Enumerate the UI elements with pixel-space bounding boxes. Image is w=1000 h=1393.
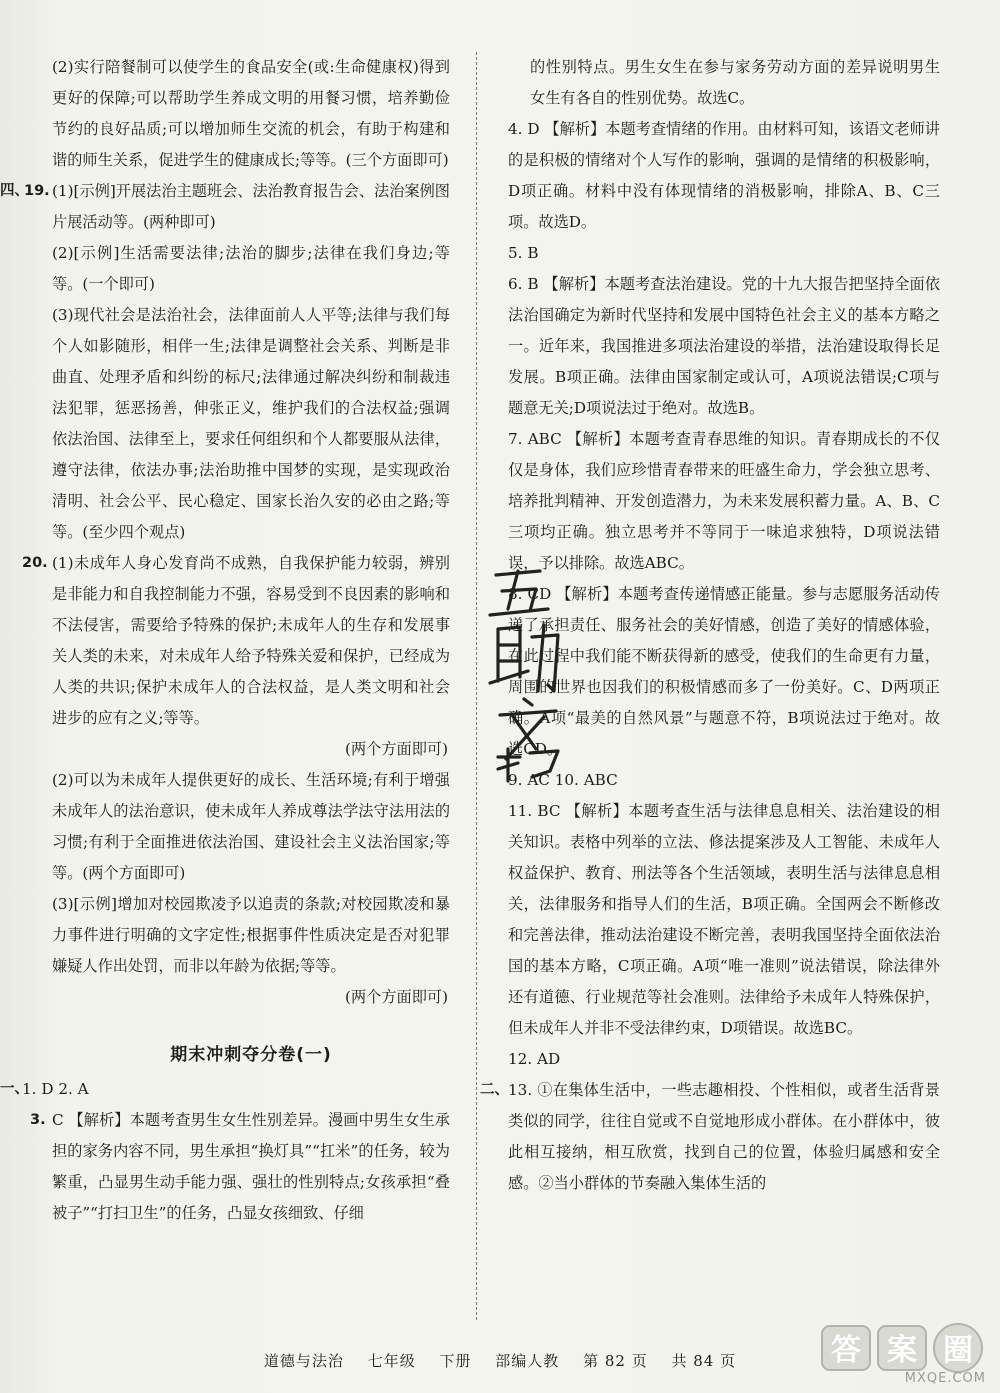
q12-answer: 12. AD xyxy=(508,1050,561,1068)
q11-answer: 11. BC 【解析】本题考查生活与法律息息相关、法治建设的相关知识。表格中列举的立法、修法提案涉及人工智能、未成年人权益保护、教育、刑法等各个生活领域，表明生活与法律息息相关，法律服务和指导人们的生活，B项正确。全国两会不断修改和完善法律，推动法治建设不断完善，表明我国坚持全面依法治国的基本方略，C项正确。A项“唯一准则”说法错误，除法律外还有道德、行业规范等社会准则。法律给予未成年人特殊保护，但未成年人并非不受法律约束，D项错误。故选BC。 xyxy=(508,802,940,1037)
left-column xyxy=(0,52,450,1229)
q19-number: 19. xyxy=(24,183,50,199)
right-column xyxy=(480,52,940,1199)
q18-part2-answer: (2)实行陪餐制可以使学生的食品安全(或:生命健康权)得到更好的保障;可以帮助学生养成文明的用餐习惯，培养勤俭节约的良好品质;可以增加师生交流的机会，有助于构建和谐的师生关系，促进学生的健康成长;等等。(三个方面即可) xyxy=(52,58,450,169)
footer-grade: 七年级 xyxy=(367,1352,416,1370)
q3-answer: C 【解析】本题考查男生女生性别差异。漫画中男生女生承担的家务内容不同，男生承担“换灯具”“扛米”的任务，较为繁重，凸显男生动手能力强、强壮的性别特点;女孩承担“叠被子”“打扫卫生”的任务，凸显女孩细致、仔细 xyxy=(52,1111,450,1222)
q20-part2: (2)可以为未成年人提供更好的成长、生活环境;有利于增强未成年人的法治意识，使未成年人养成尊法学法守法用法的习惯;有利于全面推进依法治国、建设社会主义法治国家;等等。(两个方面即可) xyxy=(52,771,450,882)
section-two-mark: 二、 xyxy=(480,1082,509,1098)
q3-answer-cont: 的性别特点。男生女生在参与家务劳动方面的差异说明男生女生有各自的性别优势。故选C。 xyxy=(530,58,940,107)
svg-text:答: 答 xyxy=(831,1333,861,1368)
q7-answer: 7. ABC 【解析】本题考查青春思维的知识。青春期成长的不仅仅是身体，我们应珍惜青春带来的旺盛生命力，学会独立思考、培养批判精神、开发创造潜力，为未来发展积蓄力量。A、B、C三项均正确。独立思考并不等同于一味追求独特，D项说法错误，予以排除。故选ABC。 xyxy=(508,430,940,572)
footer-total: 共 84 页 xyxy=(671,1352,737,1370)
q13-block xyxy=(480,1075,940,1199)
svg-text:案: 案 xyxy=(887,1333,917,1368)
footer-edition: 部编人教 xyxy=(495,1352,560,1370)
q19-block xyxy=(0,176,450,548)
section-one-answers xyxy=(0,1074,450,1105)
handwritten-annotation xyxy=(478,563,568,783)
q20-block xyxy=(22,548,450,1013)
section-one-mark: 一、 xyxy=(0,1081,29,1097)
q20-part1: (1)未成年人身心发育尚不成熟，自我保护能力较弱，辨别是非能力和自我控制能力不强，容易受到不良因素的影响和不法侵害，需要给予特殊的保护;未成年人的生存和发展事关人类的未来，对未成年人给予特殊关爱和保护，已经成为人类的共识;保护未成年人的合法权益，是人类文明和社会进步的应有之义;等等。 xyxy=(52,554,450,727)
q19-part1: (1)[示例]开展法治主题班会、法治教育报告会、法治案例图片展活动等。(两种即可) xyxy=(52,182,450,231)
watermark-url: MXQE.COM xyxy=(904,1371,986,1386)
footer-page: 第 82 页 xyxy=(583,1352,648,1370)
q5-answer: 5. B xyxy=(508,244,539,262)
q8-answer: 8. CD 【解析】本题考查传递情感正能量。参与志愿服务活动传递了承担责任、服务社会的美好情感，创造了美好的情感体验，在此过程中我们能不断获得新的感受，使我们的生命更有力量，周围的世界也因我们的积极情感而多了一份美好。C、D两项正确。A项“最美的自然风景”与题意不符，B项说法过于绝对。故选CD。 xyxy=(508,585,940,758)
q20-number: 20. xyxy=(22,555,48,571)
q9-q10-answers: 9. AC 10. ABC xyxy=(508,771,618,789)
q19-part3: (3)现代社会是法治社会，法律面前人人平等;法律与我们每个人如影随形，相伴一生;法律是调整社会关系、判断是非曲直、处理矛盾和纠纷的标尺;法律通过解决纠纷和制裁违法犯罪，惩恶扬善，伸张正义，维护我们的合法权益;强调依法治国、法律至上，要求任何组织和个人都要服从法律，遵守法律，依法办事;法治助推中国梦的实现，是实现政治清明、社会公平、民心稳定、国家长治久安的必由之路;等等。(至少四个观点) xyxy=(52,306,450,541)
footer-subject: 道德与法治 xyxy=(263,1352,344,1370)
q4-answer: 4. D 【解析】本题考查情绪的作用。由材料可知，该语文老师讲的是积极的情绪对个人写作的影响，强调的是情绪的积极影响，D项正确。材料中没有体现情绪的消极影响，排除A、B、C三项。故选D。 xyxy=(508,120,940,231)
q19-part2: (2)[示例]生活需要法律;法治的脚步;法律在我们身边;等等。(一个即可) xyxy=(52,244,450,293)
svg-text:圈: 圈 xyxy=(943,1333,973,1368)
q20-part3-note: (两个方面即可) xyxy=(345,988,448,1006)
q3-block xyxy=(30,1105,450,1229)
handwriting-char-1: 互 xyxy=(478,563,479,564)
footer-term: 下册 xyxy=(439,1352,472,1370)
q13-answer: 13. ①在集体生活中，一些志趣相投、个性相似，或者生活背景类似的同学，往往自觉或不自觉地形成小群体。在小群体中，彼此相互接纳，相互欣赏，找到自己的位置，体验归属感和安全感。②当小群体的节奏融入集体生活的 xyxy=(508,1081,940,1192)
section-four-mark: 四、 xyxy=(0,183,29,199)
q20-part3: (3)[示例]增加对校园欺凌予以追责的条款;对校园欺凌和暴力事件进行明确的文字定性;根据事件性质决定是否对犯罪嫌疑人作出处罚，而非以年龄为依据;等等。 xyxy=(52,895,450,975)
q20-part1-note: (两个方面即可) xyxy=(345,740,448,758)
column-divider xyxy=(476,52,477,1320)
q1-q2-answers: 1. D 2. A xyxy=(22,1080,89,1098)
section-title: 期末冲刺夺分卷(一) xyxy=(170,1045,332,1065)
q6-answer: 6. B 【解析】本题考查法治建设。党的十九大报告把坚持全面依法治国确定为新时代坚持和发展中国特色社会主义的基本方略之一。近年来，我国推进多项法治建设的举措，法治建设取得长足发展。B项正确。法律由国家制定或认可，A项说法错误;C项与题意无关;D项说法过于绝对。故选B。 xyxy=(508,275,940,417)
q3-number: 3. xyxy=(30,1112,46,1128)
